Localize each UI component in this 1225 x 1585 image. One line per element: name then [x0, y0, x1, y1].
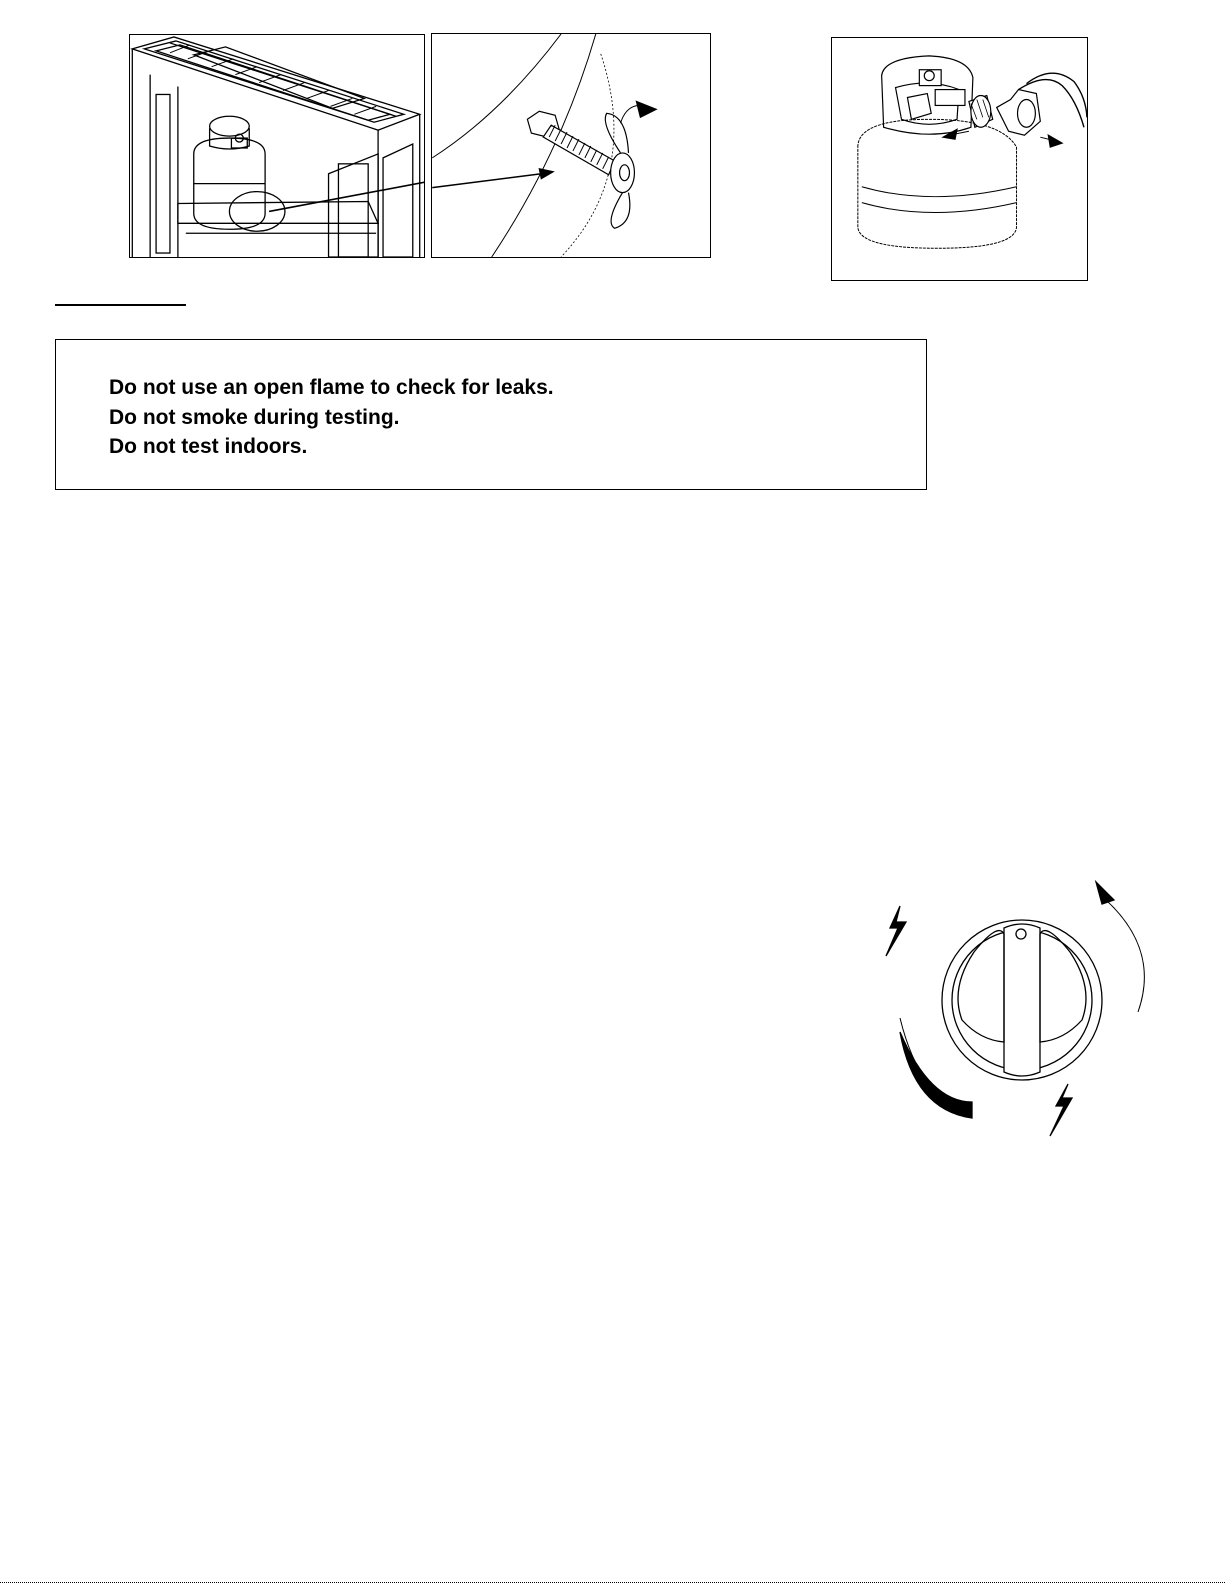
gas-cabinet-with-tank-icon: [130, 35, 424, 257]
propane-tank-regulator-icon: [832, 38, 1087, 280]
warning-line-no-indoors: Do not test indoors.: [109, 435, 308, 458]
warning-list: [109, 373, 554, 462]
cabinet-figure: [129, 34, 425, 258]
ignition-knob-figure: [870, 870, 1160, 1150]
page-bottom-rule: [0, 1582, 1225, 1583]
warning-line-open-flame: Do not use an open flame to check for leaks.: [109, 376, 554, 399]
warning-line-no-smoking: Do not smoke during testing.: [109, 405, 400, 429]
tank-retaining-bolt-icon: [432, 34, 710, 257]
tank-connection-figure: [831, 37, 1088, 281]
section-heading-rule: [55, 304, 186, 306]
bolt-detail-figure: [431, 33, 711, 258]
warning-box: [55, 339, 927, 490]
ignition-control-knob-icon: [870, 870, 1160, 1150]
